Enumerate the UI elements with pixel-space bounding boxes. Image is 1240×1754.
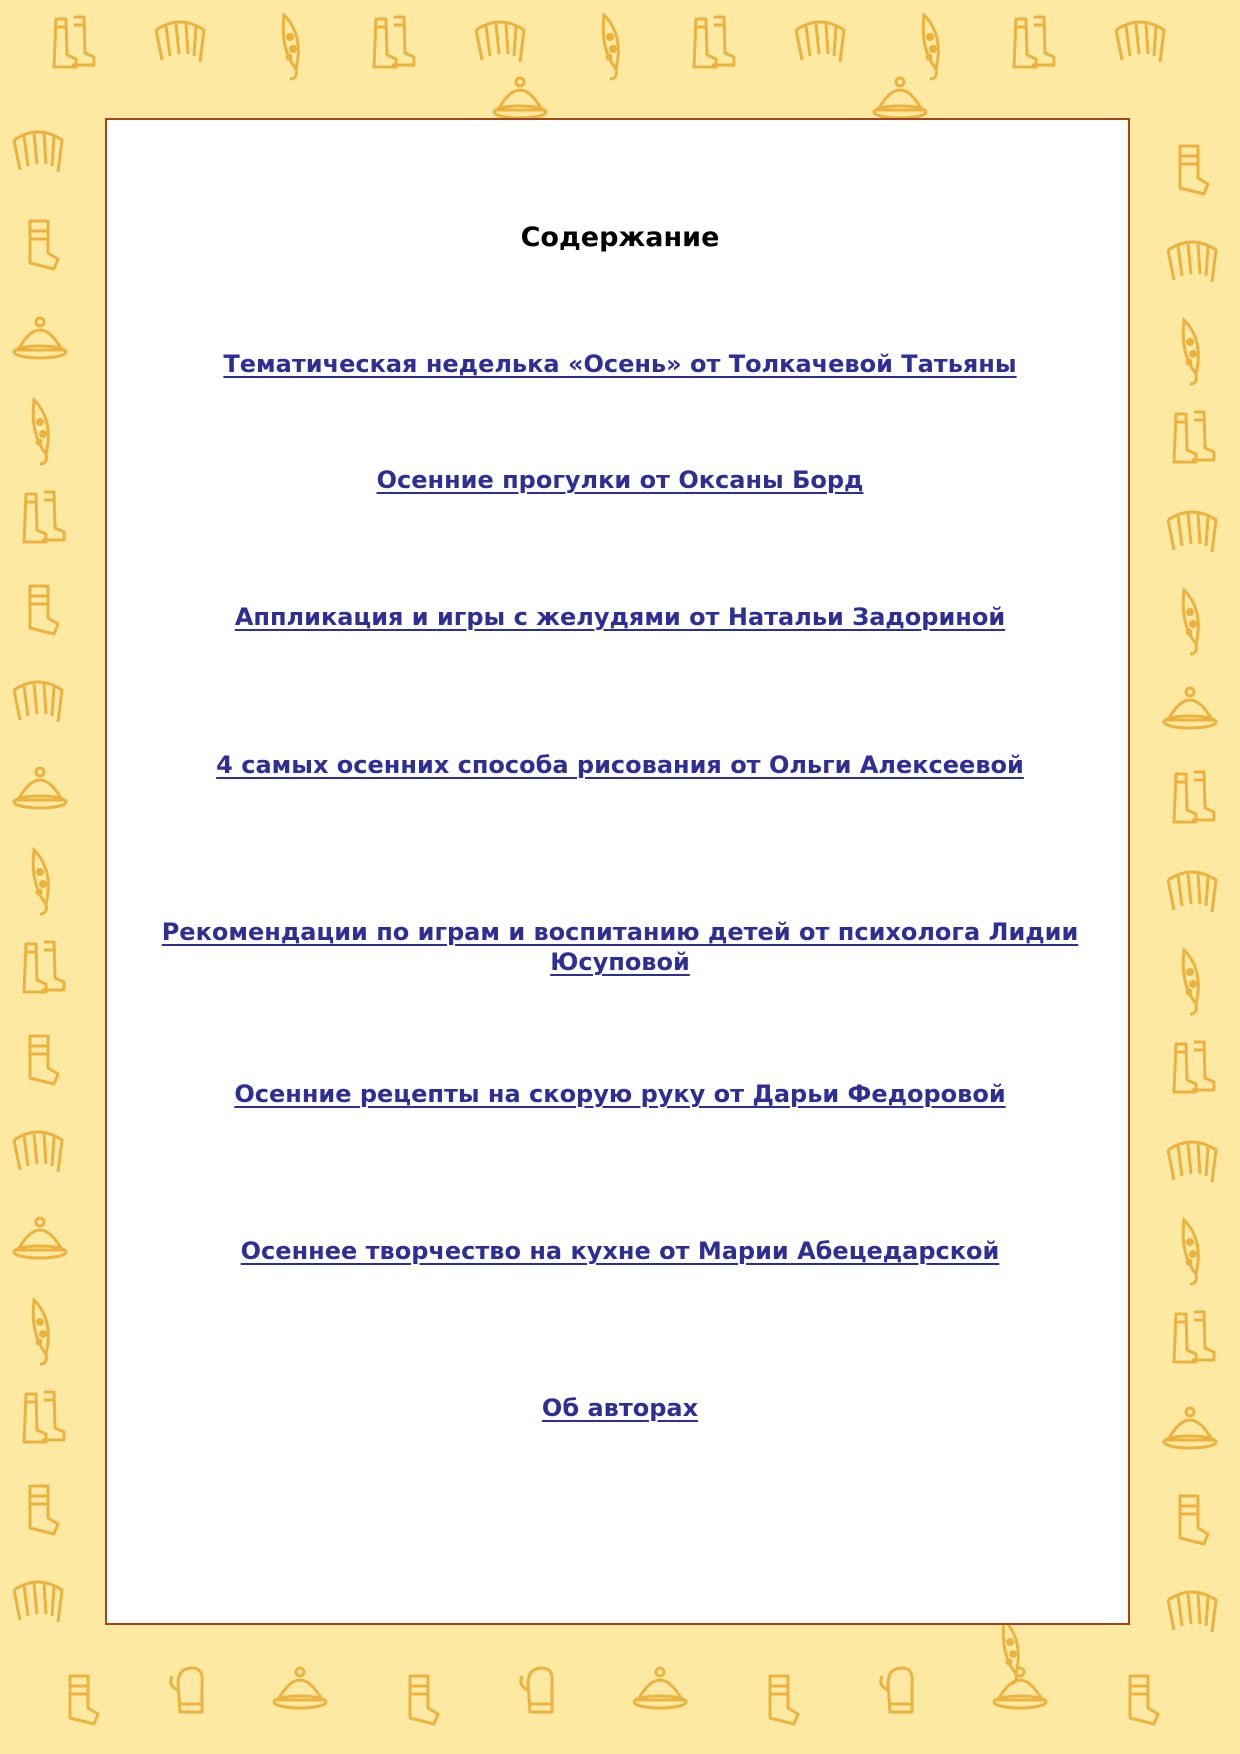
toc-link-alekseeva[interactable]: 4 самых осенних способа рисования от Ольги Алексеевой: [216, 751, 1024, 779]
toc-link-tolkacheva[interactable]: Тематическая неделька «Осень» от Толкачевой Татьяны: [223, 350, 1017, 378]
toc-link-about-authors[interactable]: Об авторах: [541, 1394, 699, 1422]
toc-link-bord[interactable]: Осенние прогулки от Оксаны Борд: [376, 466, 864, 494]
toc-link-yusupova[interactable]: Рекомендации по играм и воспитанию детей от психолога Лидии Юсуповой: [161, 918, 1079, 976]
toc-link-abecedarskaya[interactable]: Осеннее творчество на кухне от Марии Абецедарской: [240, 1237, 1000, 1265]
page-title: Содержание: [520, 222, 720, 253]
toc-link-zadorina[interactable]: Аппликация и игры с желудями от Натальи Задориной: [234, 603, 1006, 631]
toc-link-fedorova[interactable]: Осенние рецепты на скорую руку от Дарьи Федоровой: [234, 1080, 1006, 1108]
